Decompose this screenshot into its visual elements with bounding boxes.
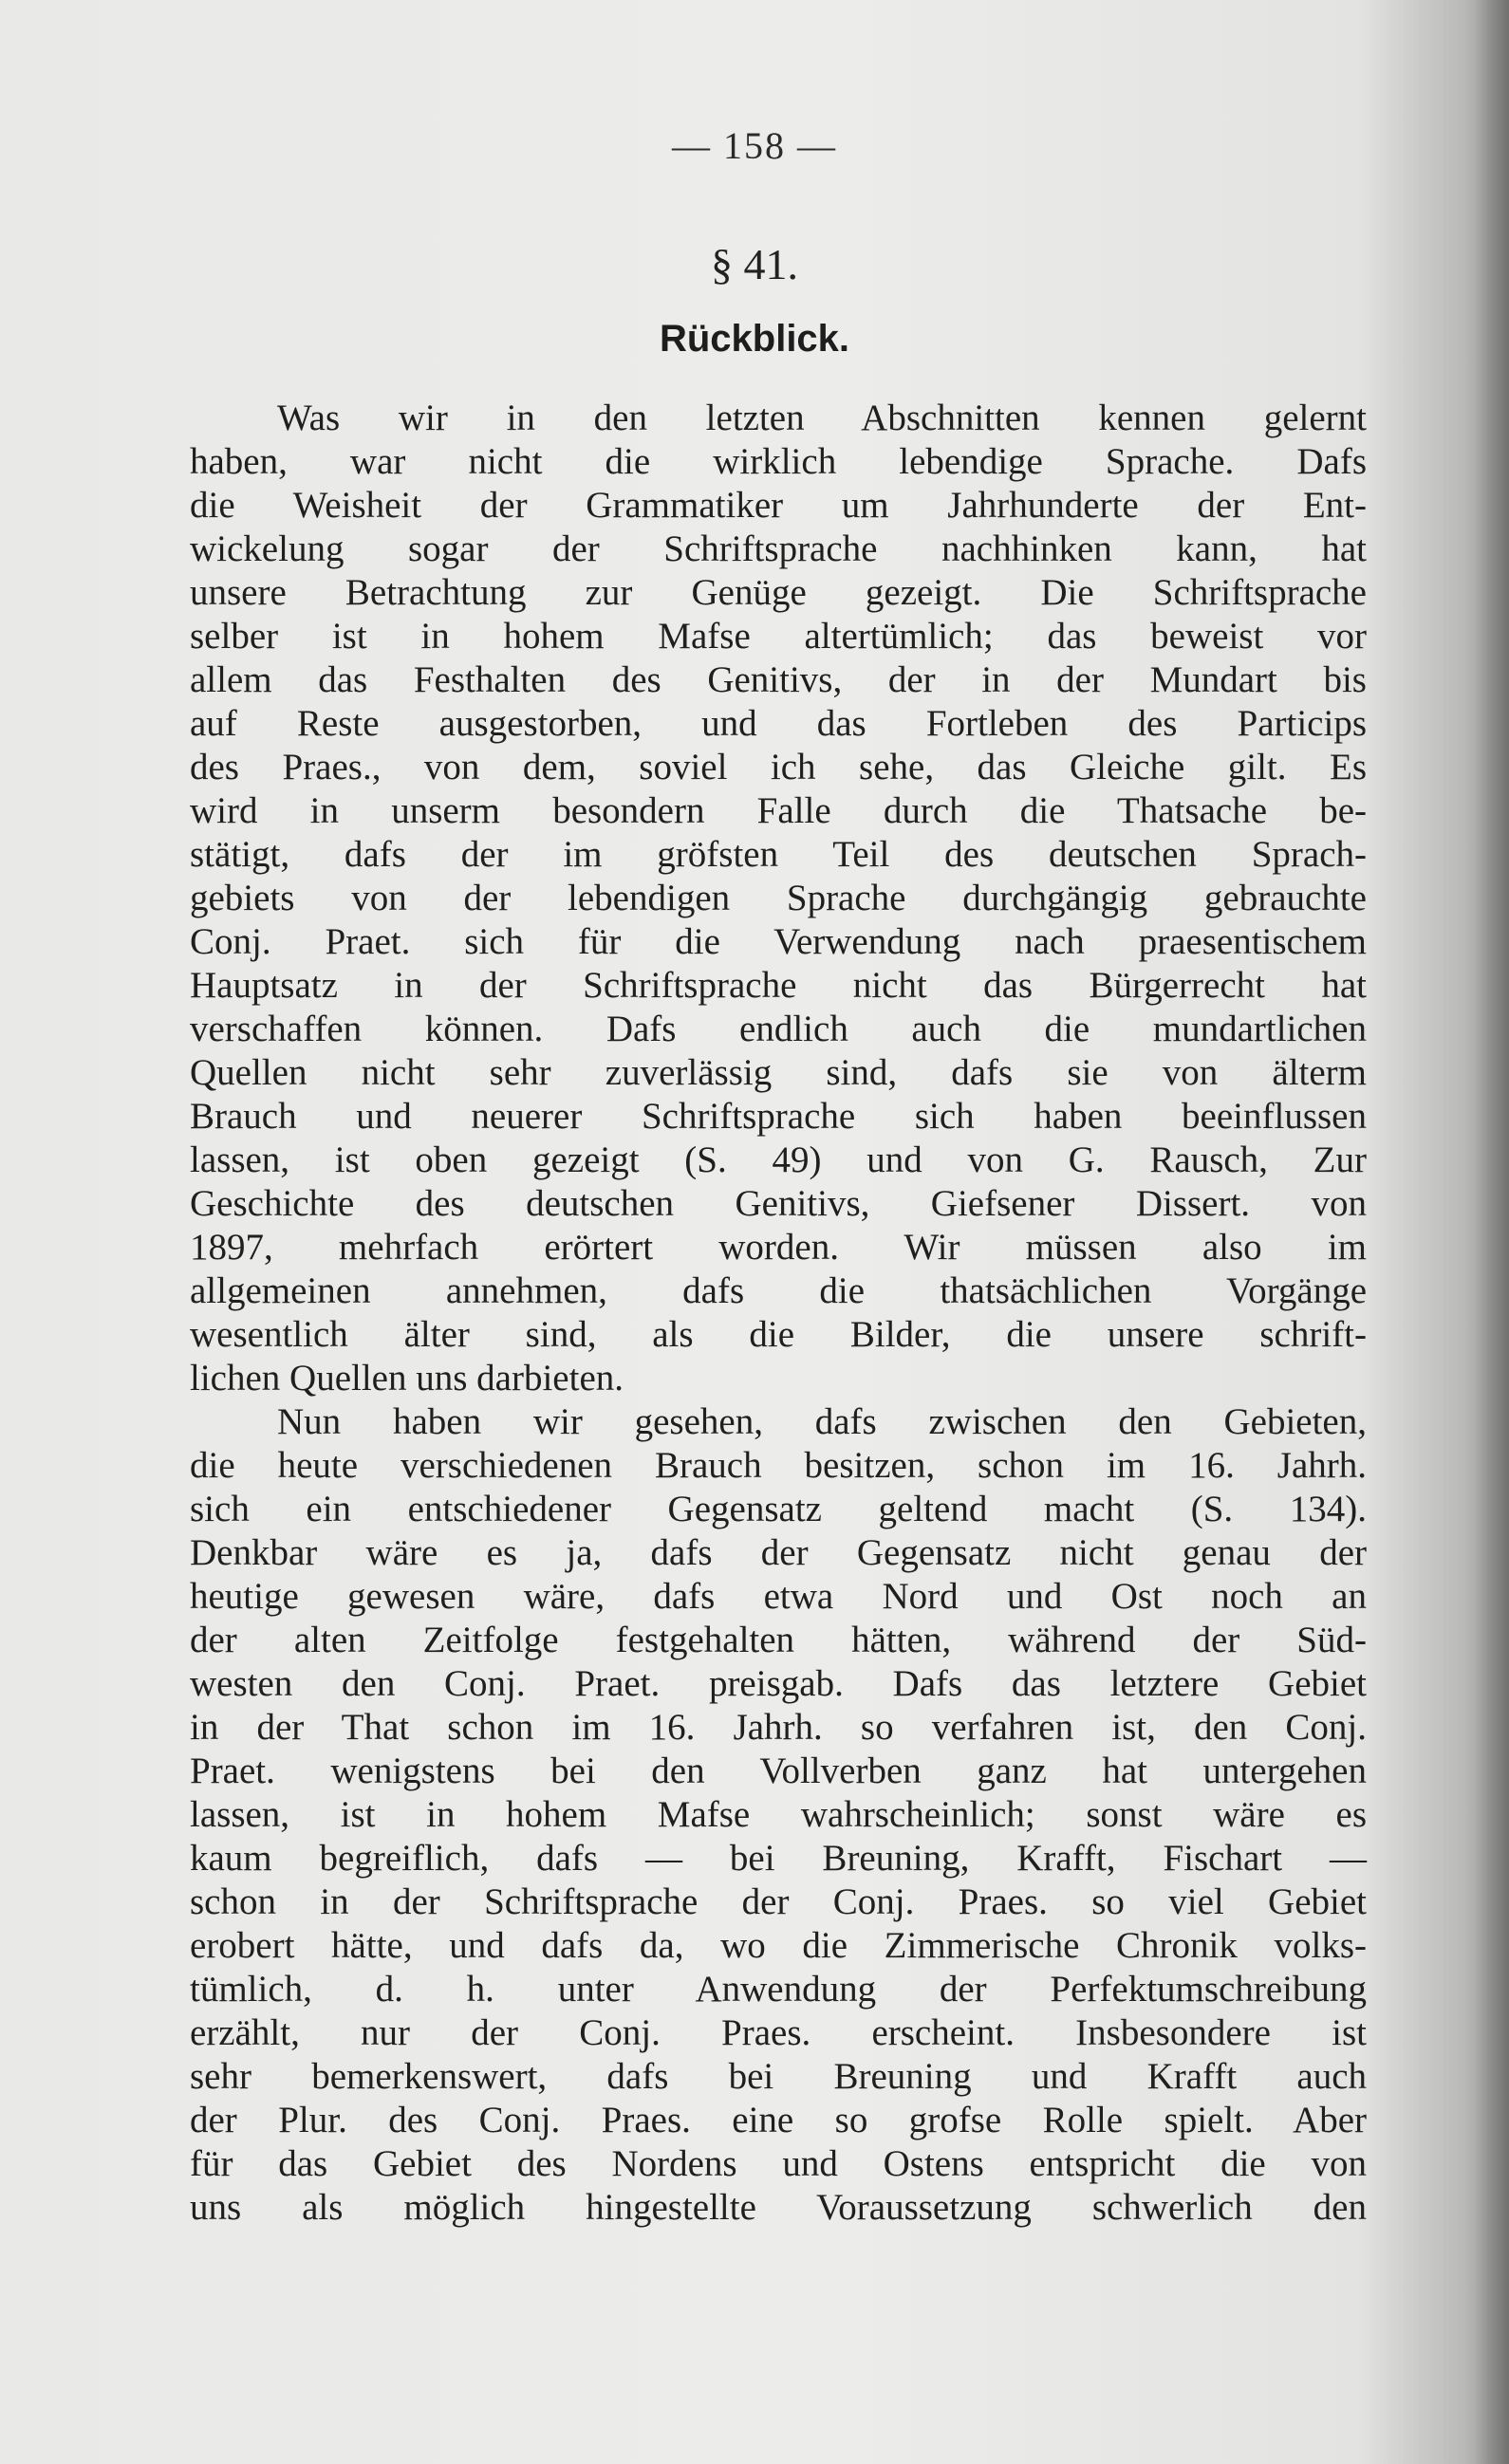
text-line: für das Gebiet des Nordens und Ostens entspricht die von	[190, 2143, 1367, 2184]
text-line: westen den Conj. Praet. preisgab. Dafs das letztere Gebiet	[190, 1663, 1367, 1704]
text-line: unsere Betrachtung zur Genüge gezeigt. Die Schriftsprache	[190, 572, 1367, 613]
text-line: Praet. wenigstens bei den Vollverben ganz hat untergehen	[190, 1751, 1367, 1791]
text-line: lassen, ist oben gezeigt (S. 49) und von G. Rausch, Zur	[190, 1139, 1367, 1180]
text-line: des Praes., von dem, soviel ich sehe, das Gleiche gilt. Es	[190, 747, 1367, 787]
text-line: verschaffen können. Dafs endlich auch die mundartlichen	[190, 1009, 1367, 1049]
text-line: in der That schon im 16. Jahrh. so verfahren ist, den Conj.	[190, 1707, 1367, 1748]
text-line: erobert hätte, und dafs da, wo die Zimmerische Chronik volks-	[190, 1925, 1367, 1966]
text-line: allem das Festhalten des Genitivs, der in der Mundart bis	[190, 659, 1367, 700]
text-line: stätigt, dafs der im gröfsten Teil des deutschen Sprach-	[190, 834, 1367, 875]
text-line: auf Reste ausgestorben, und das Fortleben des Particips	[190, 703, 1367, 744]
text-line: wickelung sogar der Schriftsprache nachhinken kann, hat	[190, 528, 1367, 569]
text-line: Nun haben wir gesehen, dafs zwischen den Gebieten,	[277, 1401, 1367, 1442]
text-line: schon in der Schriftsprache der Conj. Praes. so viel Gebiet	[190, 1881, 1367, 1922]
text-line: lichen Quellen uns darbieten.	[190, 1358, 624, 1399]
text-line: allgemeinen annehmen, dafs die thatsächlichen Vorgänge	[190, 1270, 1367, 1311]
text-line: lassen, ist in hohem Mafse wahrscheinlich; sonst wäre es	[190, 1794, 1367, 1835]
text-line: heutige gewesen wäre, dafs etwa Nord und Ost noch an	[190, 1576, 1367, 1617]
text-line: Hauptsatz in der Schriftsprache nicht das Bürgerrecht hat	[190, 965, 1367, 1006]
text-line: erzählt, nur der Conj. Praes. erscheint. Insbesondere ist	[190, 2012, 1367, 2053]
text-line: sich ein entschiedener Gegensatz geltend macht (S. 134).	[190, 1489, 1367, 1529]
text-line: kaum begreiflich, dafs — bei Breuning, Krafft, Fischart —	[190, 1838, 1367, 1879]
text-line: der Plur. des Conj. Praes. eine so grofse Rolle spielt. Aber	[190, 2100, 1367, 2140]
text-line: uns als möglich hingestellte Voraussetzung schwerlich den	[190, 2187, 1367, 2228]
text-line: tümlich, d. h. unter Anwendung der Perfektumschreibung	[190, 1969, 1367, 2010]
section-number: § 41.	[711, 240, 798, 288]
text-line: die heute verschiedenen Brauch besitzen, schon im 16. Jahrh.	[190, 1445, 1367, 1486]
text-line: der alten Zeitfolge festgehalten hätten, während der Süd-	[190, 1620, 1367, 1660]
text-line: gebiets von der lebendigen Sprache durchgängig gebrauchte	[190, 878, 1367, 918]
body-text	[190, 397, 1367, 2230]
text-line: Conj. Praet. sich für die Verwendung nach praesentischem	[190, 921, 1367, 962]
text-line: Geschichte des deutschen Genitivs, Giefsener Dissert. von	[190, 1183, 1367, 1224]
text-line: wesentlich älter sind, als die Bilder, die unsere schrift-	[190, 1314, 1367, 1355]
text-line: wird in unserm besondern Falle durch die Thatsache be-	[190, 790, 1367, 831]
page-number: — 158 —	[672, 124, 837, 167]
section-title: Rückblick.	[659, 318, 850, 360]
text-line: sehr bemerkenswert, dafs bei Breuning und Krafft auch	[190, 2056, 1367, 2097]
text-line: die Weisheit der Grammatiker um Jahrhunderte der Ent-	[190, 485, 1367, 526]
text-line: selber ist in hohem Mafse altertümlich; das beweist vor	[190, 616, 1367, 657]
text-line: Was wir in den letzten Abschnitten kennen gelernt	[277, 398, 1367, 438]
page-edge-shadow	[1475, 0, 1509, 2464]
text-line: Quellen nicht sehr zuverlässig sind, dafs sie von älterm	[190, 1052, 1367, 1093]
text-line: Brauch und neuerer Schriftsprache sich haben beeinflussen	[190, 1096, 1367, 1137]
text-line: Denkbar wäre es ja, dafs der Gegensatz nicht genau der	[190, 1532, 1367, 1573]
text-line: 1897, mehrfach erörtert worden. Wir müssen also im	[190, 1227, 1367, 1268]
text-line: haben, war nicht die wirklich lebendige Sprache. Dafs	[190, 441, 1367, 482]
